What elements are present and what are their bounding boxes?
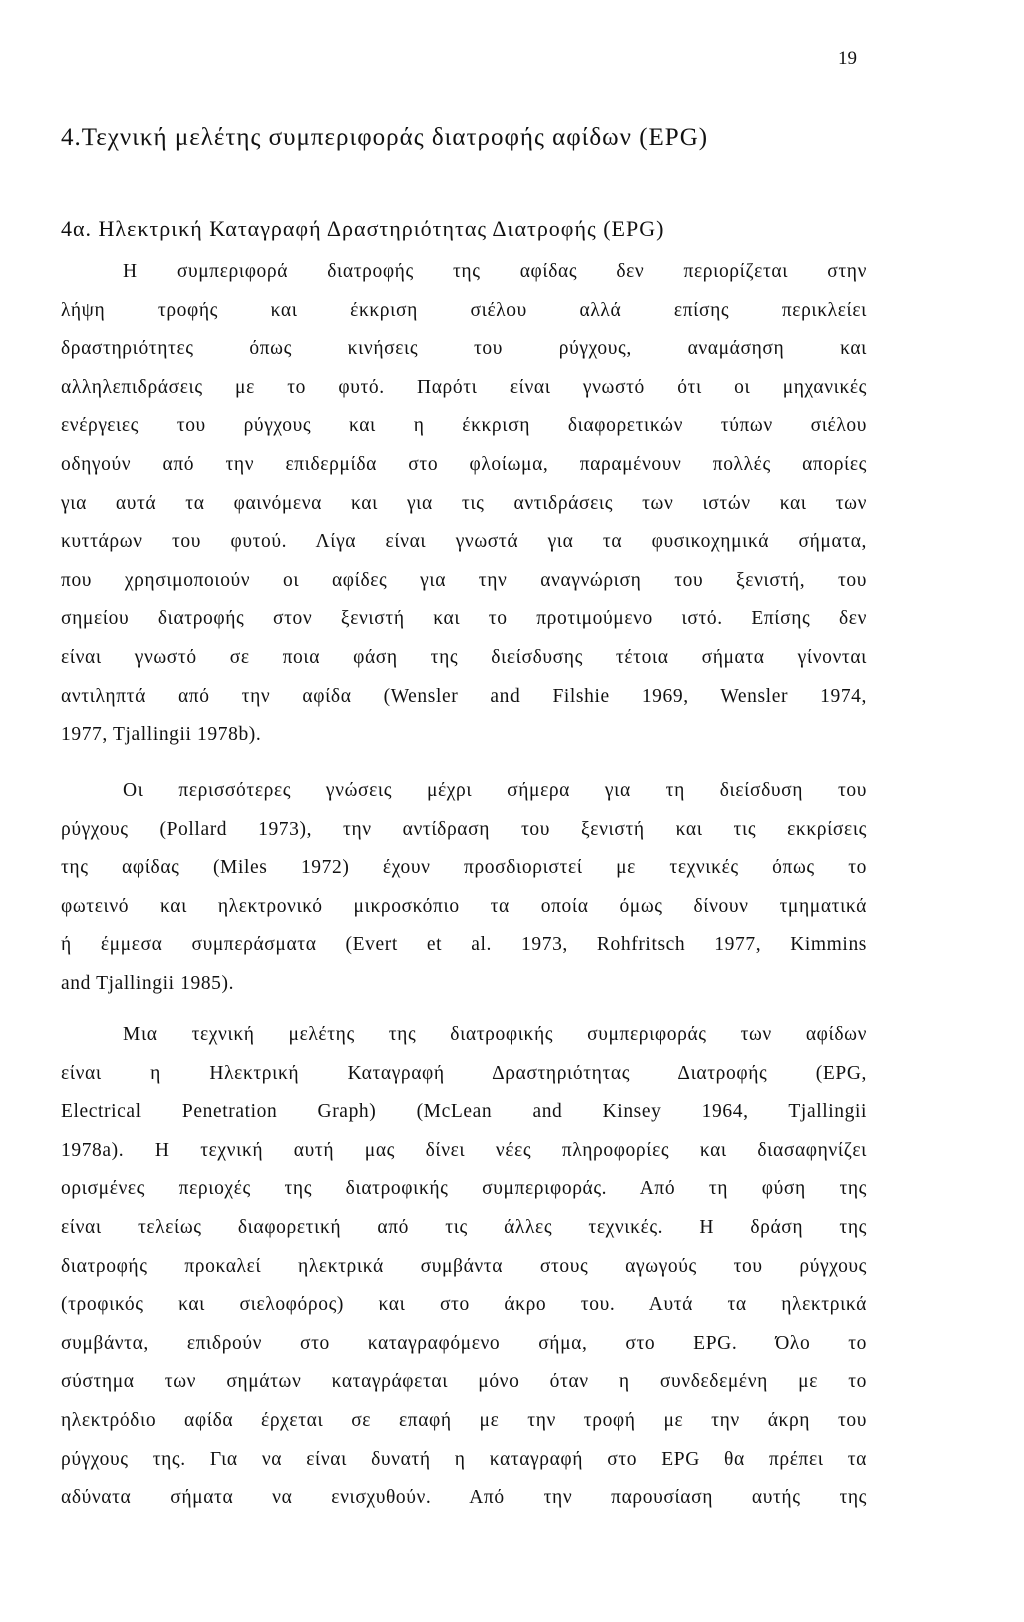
paragraph-2 (61, 772, 867, 1004)
paragraph-line: ή έμμεσα συμπεράσματα (Evert et al. 1973, Rohfritsch 1977, Kimmins (61, 934, 867, 956)
paragraph-line: λήψη τροφής και έκκριση σιέλου αλλά επίσης περικλείει (61, 299, 867, 321)
paragraph-line: Οι περισσότερες γνώσεις μέχρι σήμερα για τη διείσδυση του (123, 780, 867, 801)
paragraph-line: αλληλεπιδράσεις με το φυτό. Παρότι είναι γνωστό ότι οι μηχανικές (61, 376, 867, 398)
paragraph-line: Η συμπεριφορά διατροφής της αφίδας δεν περιορίζεται στην (123, 261, 867, 282)
section-title: 4.Τεχνική μελέτης συμπεριφοράς διατροφής αφίδων (EPG) (61, 124, 709, 151)
paragraph-line: ρύγχους (Pollard 1973), την αντίδραση του ξενιστή και τις εκκρίσεις (61, 818, 867, 840)
paragraph-line: and Tjallingii 1985). (61, 972, 235, 994)
paragraph-line: συμβάντα, επιδρούν στο καταγραφόμενο σήμα, στο EPG. Όλο το (61, 1332, 867, 1354)
paragraph-line: ενέργειες του ρύγχους και η έκκριση διαφορετικών τύπων σιέλου (61, 415, 867, 437)
paragraph-line: Μια τεχνική μελέτης της διατροφικής συμπεριφοράς των αφίδων (123, 1024, 867, 1045)
paragraph-line: είναι γνωστό σε ποια φάση της διείσδυσης τέτοια σήματα γίνονται (61, 646, 867, 668)
paragraph-line: Electrical Penetration Graph) (McLean and Kinsey 1964, Tjallingii (61, 1101, 867, 1123)
subsection-title: 4α. Ηλεκτρική Καταγραφή Δραστηριότητας Διατροφής (EPG) (61, 216, 665, 241)
paragraph-line: ηλεκτρόδιο αφίδα έρχεται σε επαφή με την τροφή με την άκρη του (61, 1409, 867, 1431)
paragraph-line: 1977, Tjallingii 1978b). (61, 724, 262, 746)
paragraph-1 (61, 253, 867, 755)
paragraph-line: είναι η Ηλεκτρική Καταγραφή Δραστηριότητας Διατροφής (EPG, (61, 1062, 867, 1084)
paragraph-line: της αφίδας (Miles 1972) έχουν προσδιοριστεί με τεχνικές όπως το (61, 857, 867, 879)
page-number: 19 (838, 48, 857, 69)
paragraph-line: φωτεινό και ηλεκτρονικό μικροσκόπιο τα οποία όμως δίνουν τμηματικά (61, 895, 867, 917)
paragraph-line: σύστημα των σημάτων καταγράφεται μόνο όταν η συνδεδεμένη με το (61, 1371, 867, 1393)
paragraph-line: οδηγούν από την επιδερμίδα στο φλοίωμα, παραμένουν πολλές απορίες (61, 453, 867, 475)
paragraph-line: αδύνατα σήματα να ενισχυθούν. Από την παρουσίαση αυτής της (61, 1487, 867, 1509)
paragraph-line: ρύγχους της. Για να είναι δυνατή η καταγραφή στο EPG θα πρέπει τα (61, 1448, 867, 1470)
paragraph-line: για αυτά τα φαινόμενα και για τις αντιδράσεις των ιστών και των (61, 492, 867, 514)
paragraph-line: που χρησιμοποιούν οι αφίδες για την αναγνώριση του ξενιστή, του (61, 569, 867, 591)
paragraph-line: διατροφής προκαλεί ηλεκτρικά συμβάντα στους αγωγούς του ρύγχους (61, 1255, 867, 1277)
paragraph-line: κυττάρων του φυτού. Λίγα είναι γνωστά για τα φυσικοχημικά σήματα, (61, 531, 867, 553)
paragraph-line: ορισμένες περιοχές της διατροφικής συμπεριφοράς. Από τη φύση της (61, 1178, 867, 1200)
paragraph-line: αντιληπτά από την αφίδα (Wensler and Filshie 1969, Wensler 1974, (61, 685, 867, 707)
paragraph-line: (τροφικός και σιελοφόρος) και στο άκρο του. Αυτά τα ηλεκτρικά (61, 1294, 867, 1316)
paragraph-3 (61, 1016, 867, 1518)
paragraph-line: είναι τελείως διαφορετική από τις άλλες τεχνικές. Η δράση της (61, 1216, 867, 1238)
paragraph-line: 1978a). Η τεχνική αυτή μας δίνει νέες πληροφορίες και διασαφηνίζει (61, 1139, 867, 1161)
paragraph-line: δραστηριότητες όπως κινήσεις του ρύγχους, αναμάσηση και (61, 338, 867, 360)
paragraph-line: σημείου διατροφής στον ξενιστή και το προτιμούμενο ιστό. Επίσης δεν (61, 608, 867, 630)
